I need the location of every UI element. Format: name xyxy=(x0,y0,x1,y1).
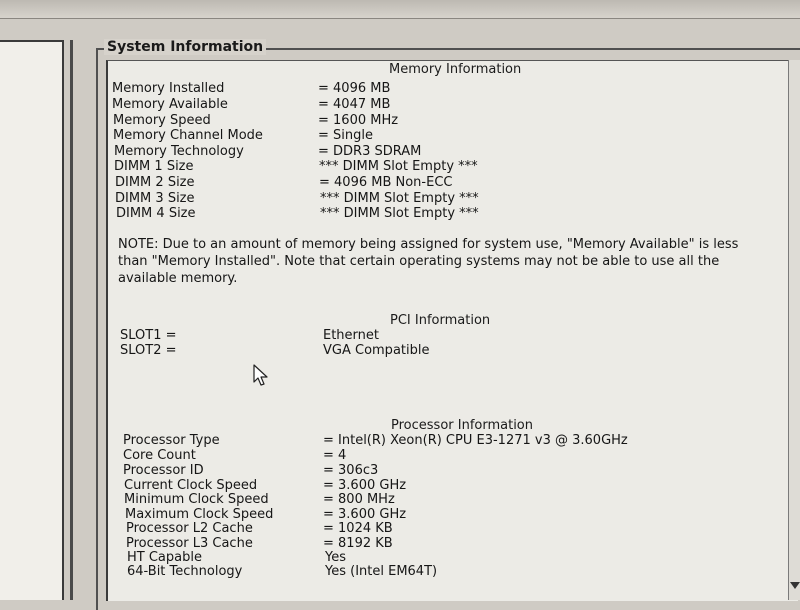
pane-divider xyxy=(0,40,62,42)
memory-label: Memory Technology xyxy=(114,144,244,159)
processor-value: = 1024 KB xyxy=(323,521,393,536)
memory-note: NOTE: Due to an amount of memory being assigned for system use, "Memory Available" is less than "Memory Installed". Note that certain operating systems may not be able to use all the available memory. xyxy=(118,237,739,286)
memory-value: = Single xyxy=(318,128,373,143)
pci-slot-value: VGA Compatible xyxy=(323,343,430,358)
processor-heading: Processor Information xyxy=(391,418,533,433)
processor-value: = 800 MHz xyxy=(323,492,395,507)
pci-slot-label: SLOT2 = xyxy=(120,343,177,358)
memory-value: *** DIMM Slot Empty *** xyxy=(320,191,479,206)
processor-label: Core Count xyxy=(123,448,196,463)
processor-value: = 4 xyxy=(323,448,347,463)
processor-value: = Intel(R) Xeon(R) CPU E3-1271 v3 @ 3.60GHz xyxy=(323,433,628,448)
settings-tree-pane[interactable] xyxy=(0,40,64,600)
processor-value: = 3.600 GHz xyxy=(323,507,407,522)
processor-label: Processor ID xyxy=(123,463,204,478)
pane-border xyxy=(70,40,73,600)
memory-value: = 1600 MHz xyxy=(318,113,399,128)
memory-value: *** DIMM Slot Empty *** xyxy=(319,159,478,174)
memory-value: = 4096 MB xyxy=(318,81,391,96)
processor-value: = 8192 KB xyxy=(323,536,393,551)
processor-label: Processor Type xyxy=(123,433,220,448)
memory-value: *** DIMM Slot Empty *** xyxy=(320,206,479,221)
processor-value: Yes (Intel EM64T) xyxy=(325,564,438,579)
memory-label: DIMM 1 Size xyxy=(114,159,194,174)
top-strip xyxy=(0,0,800,19)
memory-label: DIMM 3 Size xyxy=(115,191,195,206)
processor-label: Processor L3 Cache xyxy=(126,536,253,551)
memory-value: = 4096 MB Non-ECC xyxy=(319,175,453,190)
pci-slot-label: SLOT1 = xyxy=(120,328,177,343)
memory-label: DIMM 4 Size xyxy=(116,206,196,221)
processor-label: 64-Bit Technology xyxy=(127,564,243,579)
memory-label: Memory Installed xyxy=(112,81,225,96)
processor-label: Processor L2 Cache xyxy=(126,521,253,536)
memory-label: DIMM 2 Size xyxy=(115,175,195,190)
processor-value: = 306c3 xyxy=(323,463,379,478)
scroll-down-arrow-icon[interactable] xyxy=(790,582,800,589)
memory-label: Memory Speed xyxy=(113,113,211,128)
memory-label: Memory Channel Mode xyxy=(113,128,263,143)
pci-heading: PCI Information xyxy=(390,313,491,328)
processor-label: HT Capable xyxy=(127,550,202,565)
memory-label: Memory Available xyxy=(112,97,228,112)
processor-label: Maximum Clock Speed xyxy=(125,507,274,522)
pci-slot-value: Ethernet xyxy=(323,328,379,343)
memory-value: = DDR3 SDRAM xyxy=(318,144,422,159)
scrollbar[interactable] xyxy=(788,60,800,600)
processor-value: = 3.600 GHz xyxy=(323,478,407,493)
memory-heading: Memory Information xyxy=(389,62,522,77)
group-title: System Information xyxy=(104,39,266,55)
processor-label: Minimum Clock Speed xyxy=(124,492,269,507)
mouse-pointer-icon xyxy=(252,364,270,388)
processor-label: Current Clock Speed xyxy=(124,478,258,493)
memory-value: = 4047 MB xyxy=(318,97,391,112)
processor-value: Yes xyxy=(325,550,346,565)
